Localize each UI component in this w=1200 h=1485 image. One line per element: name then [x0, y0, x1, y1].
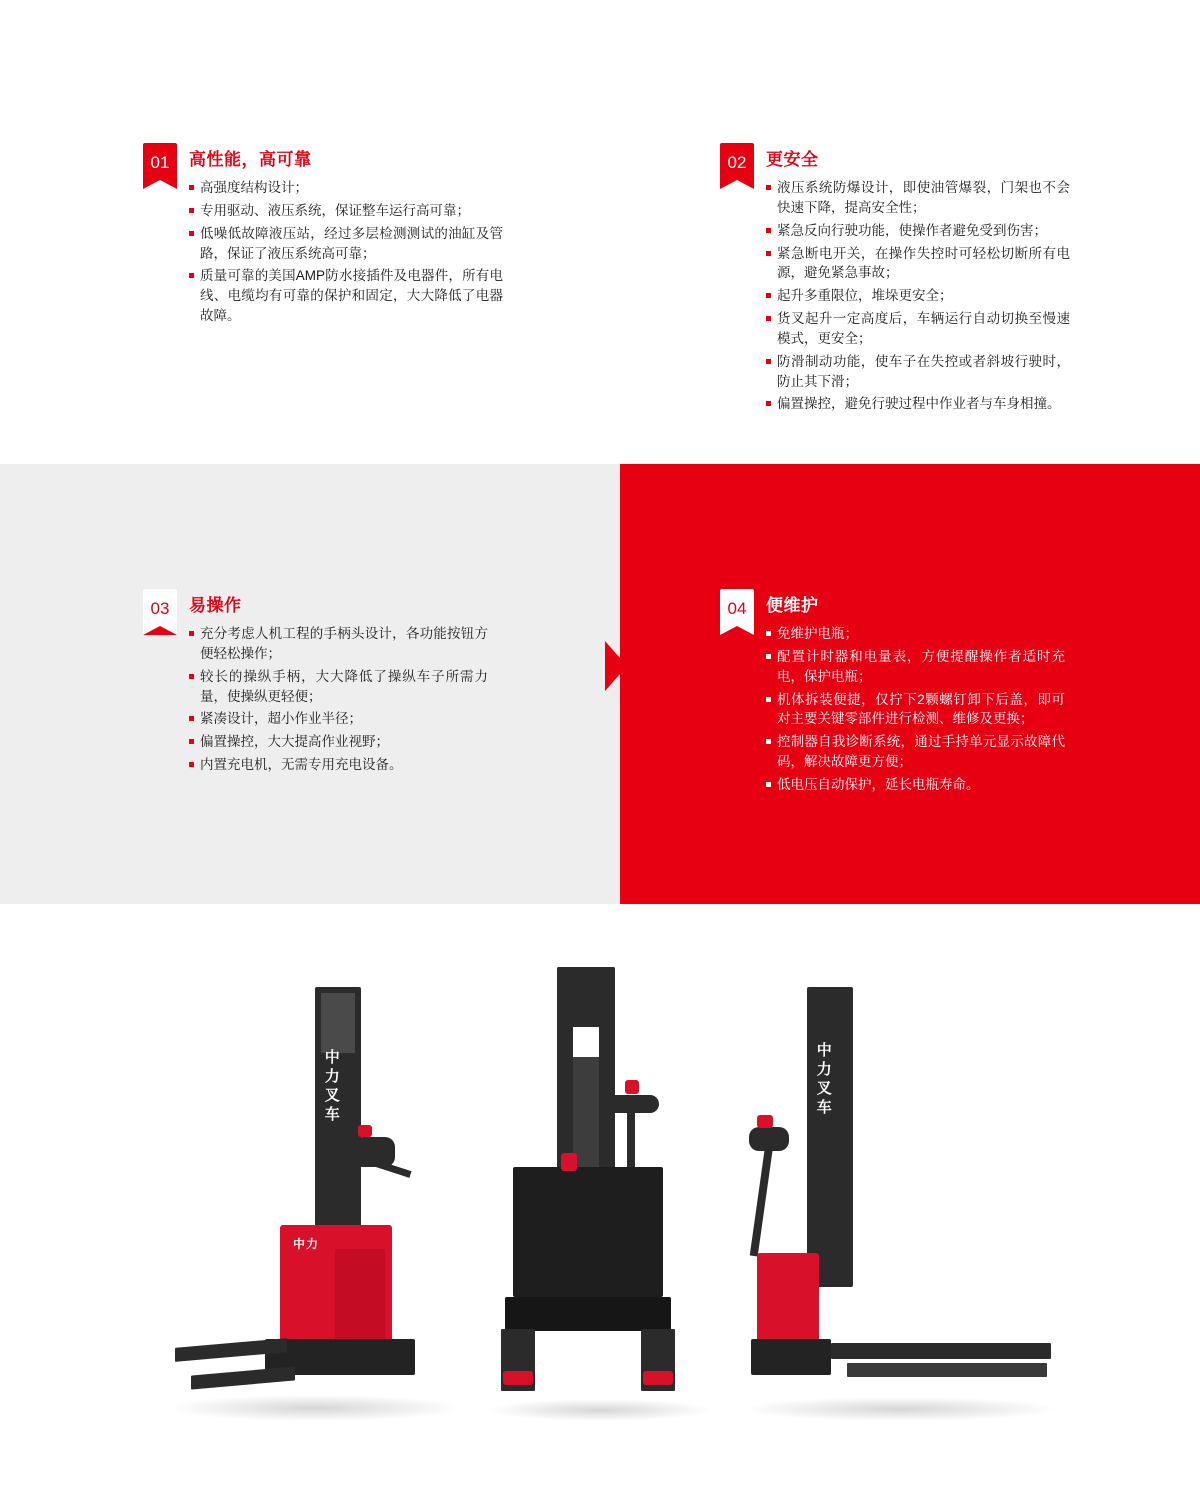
- emergency-stop-button: [757, 1115, 773, 1128]
- list-item: 低噪低故障液压站，经过多层检测测试的油缸及管路，保证了液压系统高可靠；: [189, 224, 503, 264]
- ground-shadow: [170, 1395, 460, 1421]
- feature-block-03: [143, 589, 488, 778]
- list-item: 紧急反向行驶功能，使操作者避免受到伤害；: [766, 221, 1070, 241]
- chassis-side-panel: [335, 1249, 385, 1341]
- list-item: 专用驱动、液压系统，保证整车运行高可靠；: [189, 201, 503, 221]
- feature-body-03: [189, 589, 488, 778]
- feature-body-01: [189, 143, 503, 329]
- feature-number-badge-03: 03: [143, 589, 177, 635]
- product-image-front: [485, 967, 715, 1417]
- emergency-stop-button: [358, 1125, 372, 1137]
- fork-right: [847, 1363, 1047, 1377]
- fork-left: [831, 1343, 1051, 1359]
- fork-tip-right: [643, 1371, 673, 1385]
- tiller-head: [353, 1137, 395, 1167]
- feature-bullets-04: [766, 624, 1065, 795]
- feature-band: [0, 464, 1200, 904]
- chassis-body: [757, 1253, 819, 1349]
- feature-body-02: [766, 143, 1070, 417]
- feature-block-01: [143, 143, 503, 329]
- list-item: 质量可靠的美国AMP防水接插件及电器件，所有电线、电缆均有可靠的保护和固定，大大降低了电器故障。: [189, 266, 503, 326]
- feature-number-badge-01: 01: [143, 143, 177, 189]
- chassis-body: [513, 1167, 663, 1297]
- product-image-side: [735, 987, 1065, 1417]
- battery-indicator-cap: [561, 1153, 577, 1171]
- tiller-head: [607, 1095, 659, 1113]
- ground-shadow: [490, 1399, 710, 1421]
- drive-unit: [751, 1339, 831, 1375]
- feature-body-04: [766, 589, 1065, 798]
- ground-shadow: [745, 1397, 1055, 1421]
- feature-title-01: 高性能，高可靠: [189, 150, 312, 169]
- list-item: 配置计时器和电量表，方便提醒操作者适时充电，保护电瓶；: [766, 647, 1065, 687]
- mast: [807, 987, 853, 1287]
- list-item: 控制器自我诊断系统，通过手持单元显示故障代码，解决故障更方便；: [766, 732, 1065, 772]
- list-item: 内置充电机，无需专用充电设备。: [189, 755, 488, 775]
- list-item: 紧凑设计，超小作业半径；: [189, 709, 488, 729]
- list-item: 免维护电瓶；: [766, 624, 1065, 644]
- product-photo-strip: [0, 904, 1200, 1485]
- feature-block-02: [720, 143, 1070, 417]
- list-item: 紧急断电开关，在操作失控时可轻松切断所有电源，避免紧急事故；: [766, 244, 1070, 284]
- list-item: 偏置操控，大大提高作业视野；: [189, 732, 488, 752]
- feature-bullets-03: [189, 624, 488, 775]
- feature-number-badge-02: 02: [720, 143, 754, 189]
- emergency-stop-button: [625, 1080, 639, 1094]
- tiller-head: [749, 1127, 789, 1151]
- list-item: 液压系统防爆设计，即使油管爆裂，门架也不会快速下降，提高安全性；: [766, 178, 1070, 218]
- list-item: 充分考虑人机工程的手柄头设计，各功能按钮方便轻松操作；: [189, 624, 488, 664]
- list-item: 低电压自动保护，延长电瓶寿命。: [766, 775, 1065, 795]
- list-item: 高强度结构设计；: [189, 178, 503, 198]
- brand-text-vertical: 中力叉车: [322, 1049, 340, 1125]
- feature-block-04: [720, 589, 1065, 798]
- brand-text-vertical: 中力叉车: [814, 1042, 832, 1118]
- mast-carriage: [321, 993, 355, 1053]
- band-notch-arrow: [605, 641, 627, 691]
- fork-right: [191, 1366, 295, 1389]
- list-item: 偏置操控，避免行驶过程中作业者与车身相撞。: [766, 394, 1070, 414]
- list-item: 起升多重限位，堆垛更安全；: [766, 286, 1070, 306]
- list-item: 防滑制动功能，使车子在失控或者斜坡行驶时，防止其下滑；: [766, 352, 1070, 392]
- feature-title-03: 易操作: [189, 596, 242, 615]
- brand-text-horizontal: 中力: [293, 1237, 320, 1251]
- list-item: 较长的操纵手柄，大大降低了操纵车子所需力量，使操纵更轻便；: [189, 667, 488, 707]
- feature-title-02: 更安全: [766, 150, 819, 169]
- drive-unit: [505, 1297, 671, 1331]
- list-item: 货叉起升一定高度后，车辆运行自动切换至慢速模式，更安全；: [766, 309, 1070, 349]
- feature-title-04: 便维护: [766, 596, 819, 615]
- feature-number-badge-04: 04: [720, 589, 754, 635]
- tiller-arm: [627, 1109, 635, 1169]
- feature-bullets-01: [189, 178, 503, 326]
- list-item: 机体拆装便捷，仅拧下2颗螺钉卸下后盖，即可对主要关键零部件进行检测、维修及更换；: [766, 690, 1065, 730]
- feature-bullets-02: [766, 178, 1070, 414]
- product-image-three-quarter: [165, 987, 465, 1417]
- tiller-arm: [750, 1146, 773, 1256]
- fork-tip-left: [503, 1371, 533, 1385]
